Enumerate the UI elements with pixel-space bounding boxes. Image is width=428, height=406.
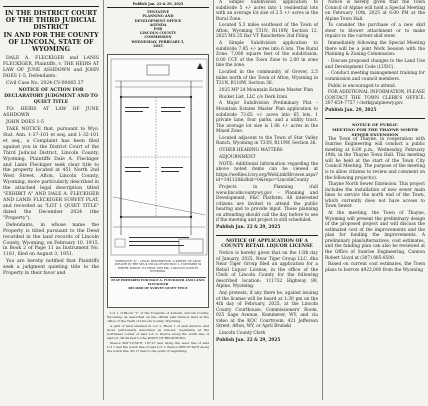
- paragraph: Public is encouraged to attend.: [328, 83, 397, 89]
- paragraph: - Conduct meeting management training for commission and council members.: [325, 71, 425, 82]
- notice-heading: [325, 122, 425, 137]
- paragraph: Projects in Planning (full www.lincolncountywy.gov – Planning and Development, P&C Platform. All interested citizens are invited to attend the public hearing and to provide input. Those planning on attending should call the day before to see if the meeting and project is still scheduled.: [216, 185, 318, 224]
- plat-caption: SCHEDULE "A" -- LEGAL DESCRIPTION. A PARCEL OF LAND SITUATE IN THE SE1/4 NW1/4 OF SECTION 1, TOWNSHIP 32 NORTH, RANGE 119 WEST, 6TH P.M., LINCOLN COUNTY, WYOMING.: [114, 259, 202, 273]
- plat-banner-line: PLAT PREPARED FOR DALE A. FLECKIGER AND LANIS FLECKIGER: [111, 278, 205, 286]
- paragraph: - Discuss proposed changes to the Land Use and Development Code (LUDC).: [325, 59, 425, 70]
- agenda-title-line: AGENDA: [149, 22, 167, 27]
- column-rule-3: [322, 0, 323, 400]
- column-agenda-items: [216, 0, 318, 400]
- paragraph: At the meeting, the Town of Thayne, Wyoming will present the preliminary design of the proposed project and will discuss the estimated cost of the improvements and the plan for funding the improvements. A preliminary plan/alternatives, cost estimates, and the funding plan can also be reviewed at the Office of Sunrise Engineering, Cannon Robert Lloyd at (307) 885-8500.: [325, 211, 425, 261]
- paragraph: NOTICE OF ACTION FOR DECLARATORY JUDGMENT AND TO QUIET TITLE: [4, 88, 98, 105]
- column-agenda-and-plat: [107, 0, 209, 400]
- divider: [325, 118, 425, 119]
- divider: [107, 7, 209, 8]
- column-rule-2: [213, 0, 214, 400]
- paragraph: OTHER HEARING MATTERS: [219, 148, 283, 154]
- paragraph: Based on current cost estimates, the Town plans to borrow $923,000 from the Wyoming: [325, 262, 425, 273]
- publish-line: Publish Jan. 22 & 29, 2025: [216, 225, 281, 231]
- paragraph: Bucket List, LLC c/o Derk Irani: [219, 94, 288, 100]
- paragraph: Lot 1 of Block "1" of the Townsite of Auburn, Lincoln County, Wyoming, as described on the official plat thereof, filed in the office of the Clerk of Lincoln County, Wyoming.: [107, 311, 209, 323]
- paragraph: TO: HEIRS AT LAW OF JUNE ASHDOWN: [3, 107, 99, 118]
- heading-line: DISTRICT: [33, 24, 69, 32]
- paragraph: Notice is hereby given that on the 13th day of January, 2025, Near Tiger Group LLC. dba Near Tiger Group filed an application for a Retail Liquor License, in the office of the Clerk of Lincoln County for the following described location: 111732 Highway 89, Alpine, Wyoming.: [216, 250, 318, 290]
- column-rule-1: [103, 0, 104, 400]
- heading-line: WYOMING: [31, 46, 71, 54]
- paragraph: NOTE: Additional information regarding the above noted items can be viewed at https://wefiles.lcwy.org/WebLink/Browse.aspx?id=141128&dbid=0&repo=LincolnCounty: [216, 161, 318, 184]
- heading-line: IN AND FOR THE COUNTY: [3, 31, 99, 39]
- notice-heading-line: MEETING FOR THE THAYNE NORTH: [332, 126, 418, 132]
- divider: [3, 6, 99, 7]
- paragraph: TAKE NOTICE that, pursuant to Wyo. Stat. Ann. 1-37-101 et seq. and 1-32-101 et seq., a Complaint has been filed against you in the District Court of the Third Judicial District, Lincoln County, Wyoming. Plaintiffs Dale A. Fleckiger and Lanis Fleckiger seek clear title to the property located at 451 North 2nd West Street, Afton, Lincoln County, Wyoming, more particularly described in the attached legal description titled "EXHIBIT A" AND DALE A. FLECKIGER AND LANIS FLECKIGER SURVEY PLAT, and recorded as "LOT 1 QUIET TITLE" dated the December 2024 (the "Property").: [3, 127, 99, 221]
- survey-plat-figure: [107, 54, 209, 308]
- agenda-title-line: FOR: [153, 27, 163, 32]
- paragraph: The Town of Thayne, in cooperation with Sunrise Engineering will conduct a public meeting at 6:00 p.m., Wednesday, February 19th, in the Thayne Town Hall. This meeting will be held at the start of the Town City Council Meeting. The purpose of the meeting is to allow citizens to review and comment on the following project(s).: [325, 136, 425, 181]
- paragraph: Notice is hereby given that the Town Council of Alpine will hold a Special Meeting on February 10th, 2025 at 6:00 PM at the Alpine Town Hall.: [325, 0, 425, 22]
- agenda-title-line: TENTATIVE: [146, 10, 170, 15]
- paragraph: You are hereby notified that Plaintiffs seek a judgment quieting title to the Property in their favor and: [3, 259, 99, 277]
- paragraph: ADJOURNMENT: [219, 154, 256, 160]
- column-town-notices: [325, 0, 425, 400]
- paragraph: DALE A. FLECKIGER and LANIS FLECKIGER, Plaintiffs, v. THE HEIRS AT LAW OF JUNE ASHDOWN and JOHN DOES 1-5, Defendants.: [3, 56, 99, 79]
- paragraph: Located adjacent to the Town of Star Valley Ranch, Wyoming in T33N, R119W, Section 36.: [216, 135, 318, 147]
- agenda-title-line: LINCOLN COUNTY: [139, 31, 177, 36]
- paragraph: Located 5.3 miles southeast of the Town of Afton, Wyoming T31N, R118W, Section 12, 2025 MS 25 Bar VT Ranchettes 2nd Filing: [216, 23, 318, 40]
- heading-line: OF LINCOLN, STATE OF: [8, 38, 94, 46]
- paragraph: Civil Case No. 2024-CV-00065 37: [6, 81, 84, 87]
- agenda-title-line: DEVELOPMENT OFFICE: [134, 18, 182, 23]
- court-heading: [3, 10, 99, 53]
- agenda-title-line: 2025: [153, 43, 163, 48]
- agenda-title-line: PLANNING AND: [142, 14, 174, 19]
- paragraph: Located in the community of Grover, 2.5 miles north of the Town of Afton, Wyoming in T31N, R118W, Section 36.: [216, 70, 318, 87]
- paragraph: FOR ADDITIONAL INFORMATION, PLEASE CONTACT THE TOWN CLERK'S OFFICE: 307-654-7757 / clerk@alpinewy.gov.: [325, 90, 425, 107]
- paragraph: A Simple Subdivision application to subdivide 7.85 +/- acres into 6 lots. The Rural Zone. 7,000 square feet of the subdivision; 0.00 CCF of the Town Zone to 2.00 in zone line the zone.: [216, 41, 318, 69]
- paragraph: A part of land situated in Lot 1, Block 1 of said Auburn, and more particularly described as follows: beginning at the northwest corner of said Lot 1; thence along the north line of said lot, 90.00 feet to the POINT OF BEGINNING;: [107, 323, 209, 340]
- survey-plat-drawing: [109, 57, 209, 257]
- column-court-notice: [3, 6, 99, 406]
- plat-banner: [110, 277, 206, 290]
- paragraph: Lincoln County Clerk: [219, 330, 266, 336]
- notice-heading: NOTICE OF APPLICATION OF A COUNTY RETAIL LIQUOR LICENSE: [221, 238, 313, 250]
- paragraph: A Simple Subdivision application to subdivide 5 +/- acres into 1 residential lots with an average lot size of 2.5 +/- acres in the Rural Zone.: [216, 0, 318, 22]
- divider: [216, 235, 318, 236]
- paragraph: JOHN DOES 1-5: [6, 120, 44, 126]
- paragraph: 2025 MP 24 Mountain Estates Master Plan: [219, 87, 314, 93]
- paragraph: Any protests, if any there be, against issuing of the license will be heard at 1:30 pm on the 4th day of February, 2025, at the Lincoln County Courthouse, Commissioners' Room, 925 Sage Avenue, Kemmerer, WY, and via video at the KOC Courtroom, 421 Jefferson Street, Afton, WY, or April Brunski: [216, 290, 318, 330]
- publish-line: Publish Jan. 22 & 29, 2025: [132, 2, 184, 6]
- agenda-header: [107, 2, 209, 48]
- paragraph: thence S00°10'34"E, 187.27 feet along the west line of said Lot 1 and the south line of said Lot 1; thence N89°47'49"E along the south line, 85.17 feet to the point of beginning;: [107, 340, 209, 353]
- notice-heading-line: SEWER EXTENSION: [351, 131, 399, 137]
- heading-line: OF THE THIRD JUDICIAL: [5, 17, 97, 25]
- paragraph: Thayne North Sewer Extension. This project includes the installation of new sewer main lines to service the north end of the Town, which currently does not have access to Town Sewer.: [325, 182, 425, 210]
- paragraph: A Major Subdivision Preliminary Plat – Mountain Estates Master Plan application to subdivide 73.65 +/- acres into 65 lots, 1 private lane, four parks, and a utility tract. The average lot size is 1.06 +/- acres in the Mixed Zone.: [216, 101, 318, 135]
- publish-line: Publish Jan. 29, 2025: [325, 108, 377, 114]
- plat-banner-line: RECORD OF SURVEY QUIET TITLE: [128, 285, 188, 290]
- paragraph: Defendants, in whose name the Property is titled pursuant to the Deed recorded in the land records of Lincoln County, Wyoming, on February 10, 1915, in Book 2 of Page 11 as Instrument No. 1181, filed on August 3, 1951.: [3, 222, 99, 258]
- notice-heading-line: NOTICE OF PUBLIC: [351, 121, 399, 127]
- publish-line: Publish Jan. 22 & 29, 2025: [216, 337, 281, 343]
- heading-line: IN THE DISTRICT COURT: [4, 10, 98, 17]
- paragraph: To consider the purchase of a new skid steer to blower attachment or to make repairs to the current skid steer.: [325, 23, 425, 40]
- paragraph: Immediately following the Special Meeting there will be a joint Work Session with the Planning & Zoning Commission:: [325, 41, 425, 58]
- agenda-title-line: WEDNESDAY, FEBRUARY 5,: [131, 39, 185, 44]
- agenda-title-line: COMMISSION: [144, 35, 172, 40]
